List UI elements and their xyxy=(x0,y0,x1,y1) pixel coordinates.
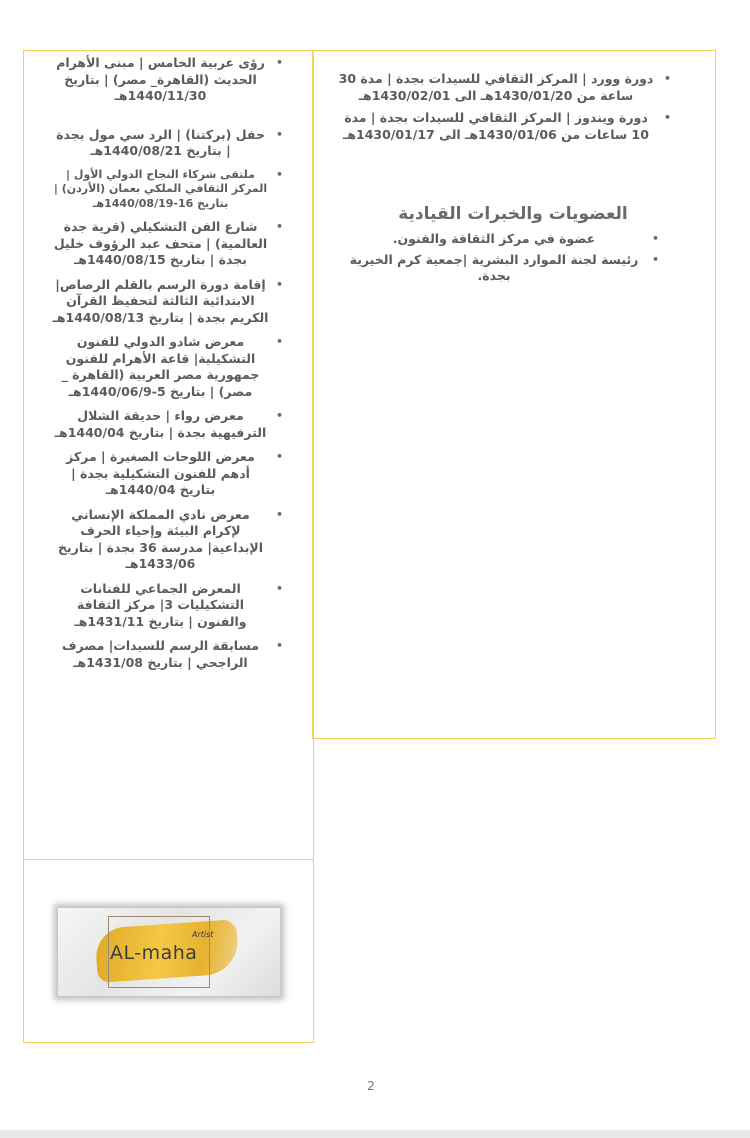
exhibitions-list xyxy=(52,55,287,679)
left-column-box xyxy=(23,50,314,860)
list-item: • دورة ويندوز | المركز الثقافي للسيدات بجدة | مدة 10 ساعات من 1430/01/06هـ الى 1430/01/17هـ xyxy=(335,110,675,143)
section-title: العضويات والخبرات القيادية xyxy=(398,204,628,224)
list-item: • معرض شادو الدولي للفنون التشكيلية| قاعة الأهرام للفنون جمهورية مصر العربية (القاهرة _ مصر) | بتاريخ 5-1440/06/9هـ xyxy=(52,334,287,400)
logo-box xyxy=(23,859,314,1043)
list-item: • رئيسة لجنة الموارد البشرية |جمعية كرم الخيرية بجدة. xyxy=(343,252,663,285)
list-item: • معرض رواء | حديقة الشلال الترفيهية بجدة | بتاريخ 1440/04هـ xyxy=(52,408,287,441)
list-item: • دورة وورد | المركز الثقافي للسيدات بجدة | مدة 30 ساعة من 1430/01/20هـ الى 1430/02/01هـ xyxy=(335,71,675,104)
memberships-list xyxy=(343,231,663,289)
list-item: • حفل (بركتنا) | الرد سي مول بجدة | بتاريخ 1440/08/21هـ xyxy=(52,127,287,160)
list-item: • ملتقى شركاء النجاح الدولي الأول | المركز الثقافي الملكي بعمان (الأردن) | بتاريخ 16-1440/08/19هـ xyxy=(52,168,287,212)
list-item: • عضوة في مركز الثقافة والفنون. xyxy=(343,231,663,248)
list-item: • شارع الفن التشكيلي (قرية جدة العالمية) | متحف عبد الرؤوف خليل بجدة | بتاريخ 1440/08/15هـ xyxy=(52,219,287,269)
list-item: • رؤى عربية الخامس | مبنى الأهرام الحديث (القاهرة_ مصر) | بتاريخ 1440/11/30هـ xyxy=(52,55,287,105)
courses-list xyxy=(335,71,675,149)
list-item: • المعرض الجماعي للفنانات التشكيليات 3| مركز الثقافة والفنون | بتاريخ 1431/11هـ xyxy=(52,581,287,631)
logo-tag: Artist xyxy=(192,930,214,939)
list-item: • مسابقة الرسم للسيدات| مصرف الراجحي | بتاريخ 1431/08هـ xyxy=(52,638,287,671)
list-item: • معرض نادي المملكة الإنساني لإكرام البيئة وإحياء الحرف الإبداعية| مدرسة 36 بجدة | بتاريخ 1433/06هـ xyxy=(52,507,287,573)
list-item: • إقامة دورة الرسم بالقلم الرصاص| الابتدائية الثالثة لتحفيظ القرآن الكريم بجدة | بتاريخ 1440/08/13هـ xyxy=(52,277,287,327)
list-item: • معرض اللوحات الصغيرة | مركز أدهم للفنون التشكيلية بجدة | بتاريخ 1440/04هـ xyxy=(52,449,287,499)
logo-word: AL-maha xyxy=(110,942,198,964)
right-column-box xyxy=(312,50,716,739)
page-number: 2 xyxy=(367,1079,375,1093)
viewer-bottom-strip xyxy=(0,1130,750,1138)
artist-logo xyxy=(58,908,280,996)
